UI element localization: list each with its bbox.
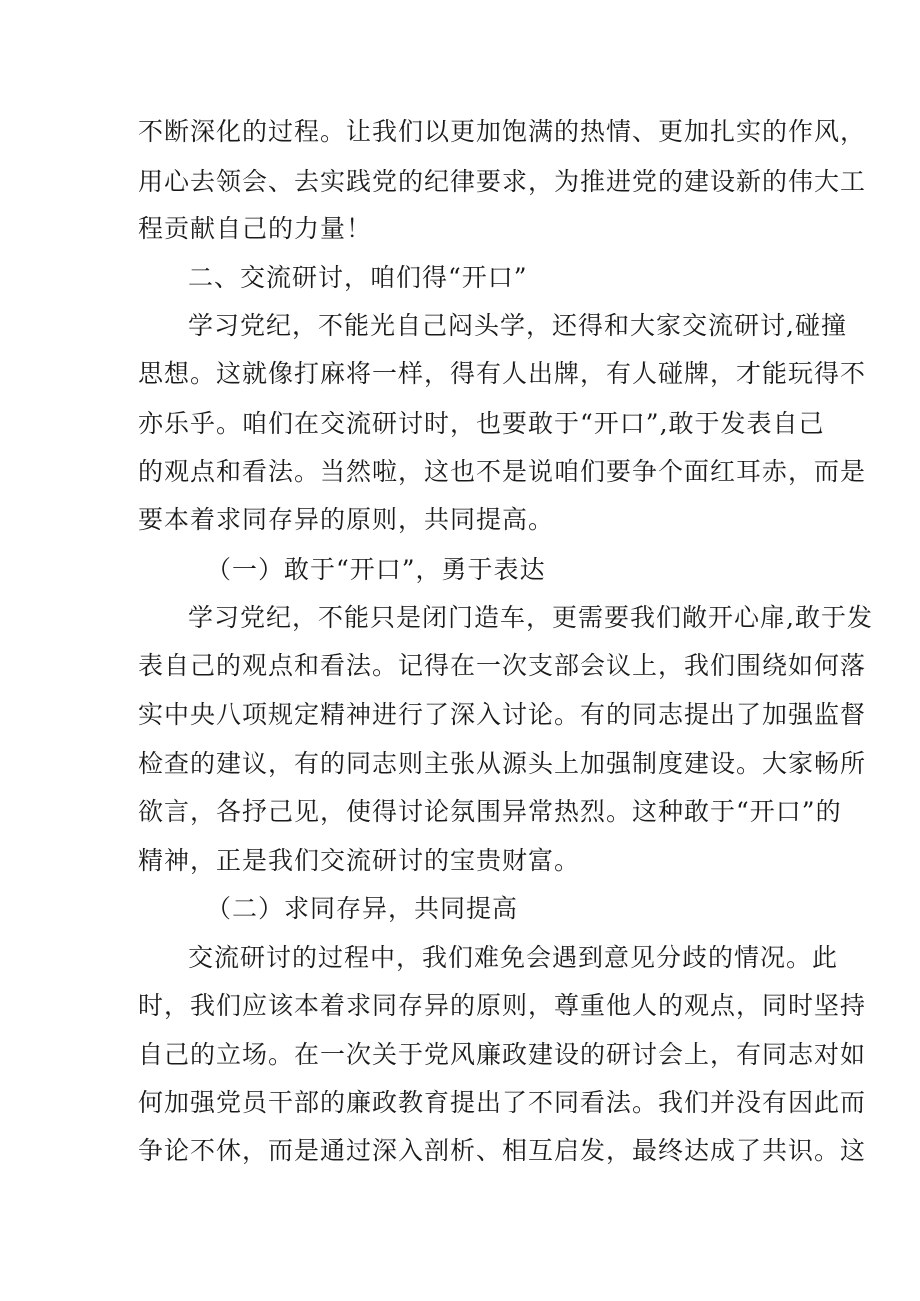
section-heading: 二、交流研讨，咱们得“开口” bbox=[188, 263, 528, 292]
text-line: 表自己的观点和看法。记得在一次支部会议上，我们围绕如何落 bbox=[138, 651, 867, 680]
text-line: 学习党纪，不能光自己闷头学，还得和大家交流研讨,碰撞 bbox=[188, 311, 847, 340]
text-line: 实中央八项规定精神进行了深入讨论。有的同志提出了加强监督 bbox=[138, 700, 867, 729]
text-line: 的观点和看法。当然啦，这也不是说咱们要争个面红耳赤，而是 bbox=[138, 457, 867, 486]
text-line: 用心去领会、去实践党的纪律要求，为推进党的建设新的伟大工 bbox=[138, 167, 867, 196]
text-line: 检查的建议，有的同志则主张从源头上加强制度建设。大家畅所 bbox=[138, 749, 867, 778]
text-line: 交流研讨的过程中，我们难免会遇到意见分歧的情况。此 bbox=[188, 943, 839, 972]
text-line: 自己的立场。在一次关于党风廉政建设的研讨会上，有同志对如 bbox=[138, 1040, 867, 1069]
text-line: 何加强党员干部的廉政教育提出了不同看法。我们并没有因此而 bbox=[138, 1088, 867, 1117]
text-line: 不断深化的过程。让我们以更加饱满的热情、更加扎实的作风， bbox=[138, 117, 867, 146]
text-line: 时，我们应该本着求同存异的原则，尊重他人的观点，同时坚持 bbox=[138, 991, 867, 1020]
text-line: 亦乐乎。咱们在交流研讨时，也要敢于“开口”,敢于发表自己 bbox=[138, 409, 825, 438]
subsection-heading: （二）求同存异，共同提高 bbox=[206, 894, 519, 923]
text-line: 欲言，各抒己见，使得讨论氛围异常热烈。这种敢于“开口”的 bbox=[138, 797, 842, 826]
text-line: 争论不休，而是通过深入剖析、相互启发，最终达成了共识。这 bbox=[138, 1136, 867, 1165]
subsection-heading: （一）敢于“开口”，勇于表达 bbox=[206, 555, 546, 584]
text-line: 精神，正是我们交流研讨的宝贵财富。 bbox=[138, 846, 581, 875]
text-line: 思想。这就像打麻将一样，得有人出牌，有人碰牌，才能玩得不 bbox=[138, 359, 867, 388]
text-line: 程贡献自己的力量！ bbox=[138, 214, 373, 243]
text-line: 要本着求同存异的原则，共同提高。 bbox=[138, 505, 555, 534]
text-line: 学习党纪，不能只是闭门造车，更需要我们敞开心扉,敢于发 bbox=[188, 603, 873, 632]
